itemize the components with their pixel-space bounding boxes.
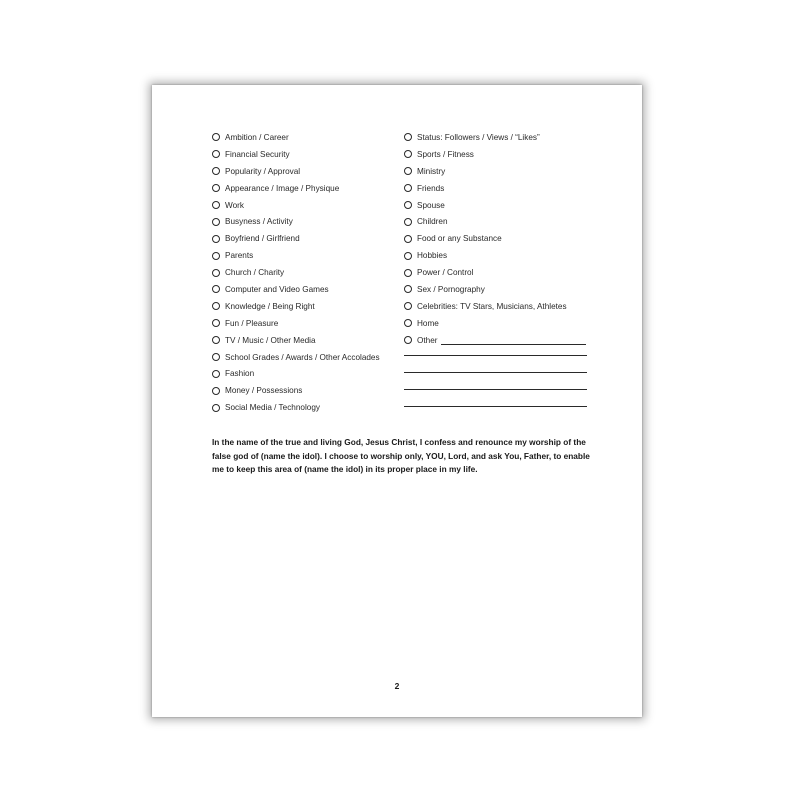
option-church-charity[interactable]	[212, 264, 397, 281]
option-spouse[interactable]	[404, 197, 594, 214]
option-popularity-approval[interactable]	[212, 163, 397, 180]
option-label: Work	[225, 200, 244, 210]
radio-circle-icon[interactable]	[404, 302, 412, 310]
radio-circle-icon[interactable]	[404, 218, 412, 226]
option-label: Sex / Pornography	[417, 284, 485, 294]
radio-circle-icon[interactable]	[404, 150, 412, 158]
radio-circle-icon[interactable]	[212, 269, 220, 277]
option-label: Other	[417, 335, 438, 345]
radio-circle-icon[interactable]	[404, 133, 412, 141]
option-power-control[interactable]	[404, 264, 594, 281]
idol-options-right	[404, 129, 594, 349]
option-status[interactable]	[404, 129, 594, 146]
radio-circle-icon[interactable]	[404, 235, 412, 243]
option-label: Status: Followers / Views / “Likes”	[417, 132, 540, 142]
option-label: Children	[417, 217, 448, 227]
option-label: Boyfriend / Girlfriend	[225, 234, 300, 244]
radio-circle-icon[interactable]	[212, 302, 220, 310]
radio-circle-icon[interactable]	[212, 184, 220, 192]
option-children[interactable]	[404, 213, 594, 230]
radio-circle-icon[interactable]	[212, 133, 220, 141]
option-label: Sports / Fitness	[417, 149, 474, 159]
option-label: Fun / Pleasure	[225, 318, 279, 328]
write-in-line[interactable]	[404, 389, 587, 390]
radio-circle-icon[interactable]	[404, 336, 412, 344]
radio-circle-icon[interactable]	[404, 285, 412, 293]
write-in-line[interactable]	[404, 372, 587, 373]
option-label: Busyness / Activity	[225, 217, 293, 227]
radio-circle-icon[interactable]	[212, 387, 220, 395]
radio-circle-icon[interactable]	[404, 201, 412, 209]
option-label: Money / Possessions	[225, 386, 303, 396]
option-label: School Grades / Awards / Other Accolades	[225, 352, 380, 362]
page-number: 2	[394, 681, 400, 691]
radio-circle-icon[interactable]	[212, 218, 220, 226]
radio-circle-icon[interactable]	[212, 167, 220, 175]
radio-circle-icon[interactable]	[212, 336, 220, 344]
option-label: Hobbies	[417, 251, 448, 261]
option-label: Fashion	[225, 369, 255, 379]
option-sports-fitness[interactable]	[404, 146, 594, 163]
option-appearance[interactable]	[212, 180, 397, 197]
option-parents[interactable]	[212, 247, 397, 264]
option-label: Popularity / Approval	[225, 166, 301, 176]
option-tv-music-media[interactable]	[212, 332, 397, 349]
option-label: Knowledge / Being Right	[225, 301, 315, 311]
option-busyness[interactable]	[212, 213, 397, 230]
option-ambition-career[interactable]	[212, 129, 397, 146]
option-label: Computer and Video Games	[225, 284, 329, 294]
option-label: Ambition / Career	[225, 132, 289, 142]
option-label: Social Media / Technology	[225, 403, 320, 413]
radio-circle-icon[interactable]	[404, 319, 412, 327]
option-knowledge[interactable]	[212, 298, 397, 315]
option-friends[interactable]	[404, 180, 594, 197]
option-celebrities[interactable]	[404, 298, 594, 315]
write-in-line[interactable]	[404, 355, 587, 356]
option-label: Power / Control	[417, 268, 474, 278]
option-label: Spouse	[417, 200, 445, 210]
option-label: Church / Charity	[225, 268, 285, 278]
write-in-line[interactable]	[404, 406, 587, 407]
option-label: Appearance / Image / Physique	[225, 183, 340, 193]
option-food-substance[interactable]	[404, 230, 594, 247]
option-social-media[interactable]	[212, 399, 397, 416]
option-fun-pleasure[interactable]	[212, 315, 397, 332]
radio-circle-icon[interactable]	[212, 404, 220, 412]
radio-circle-icon[interactable]	[212, 235, 220, 243]
radio-circle-icon[interactable]	[404, 184, 412, 192]
radio-circle-icon[interactable]	[212, 150, 220, 158]
option-label: Parents	[225, 251, 254, 261]
worksheet-page	[152, 85, 642, 717]
radio-circle-icon[interactable]	[212, 370, 220, 378]
renunciation-prayer: In the name of the true and living God, Jesus Christ, I confess and renounce my worship of the false god of (name the idol). I choose to worship only, YOU, Lord, and ask You, Father, to enable me to keep this area of (name the idol) in its proper place in my life.	[212, 437, 590, 475]
radio-circle-icon[interactable]	[212, 285, 220, 293]
radio-circle-icon[interactable]	[212, 252, 220, 260]
other-write-in-line[interactable]	[441, 344, 586, 345]
radio-circle-icon[interactable]	[404, 269, 412, 277]
option-ministry[interactable]	[404, 163, 594, 180]
radio-circle-icon[interactable]	[212, 353, 220, 361]
option-financial-security[interactable]	[212, 146, 397, 163]
option-label: Friends	[417, 183, 445, 193]
option-computer-video-games[interactable]	[212, 281, 397, 298]
idol-options-left	[212, 129, 397, 416]
option-sex-pornography[interactable]	[404, 281, 594, 298]
option-other[interactable]	[404, 332, 594, 349]
radio-circle-icon[interactable]	[212, 201, 220, 209]
radio-circle-icon[interactable]	[404, 167, 412, 175]
option-label: TV / Music / Other Media	[225, 335, 316, 345]
option-work[interactable]	[212, 197, 397, 214]
option-label: Food or any Substance	[417, 234, 502, 244]
option-boyfriend-girlfriend[interactable]	[212, 230, 397, 247]
radio-circle-icon[interactable]	[212, 319, 220, 327]
option-label: Financial Security	[225, 149, 290, 159]
option-label: Home	[417, 318, 439, 328]
option-fashion[interactable]	[212, 365, 397, 382]
option-label: Celebrities: TV Stars, Musicians, Athletes	[417, 301, 567, 311]
option-home[interactable]	[404, 315, 594, 332]
option-label: Ministry	[417, 166, 446, 176]
option-money-possessions[interactable]	[212, 382, 397, 399]
option-school-grades[interactable]	[212, 349, 397, 366]
radio-circle-icon[interactable]	[404, 252, 412, 260]
option-hobbies[interactable]	[404, 247, 594, 264]
